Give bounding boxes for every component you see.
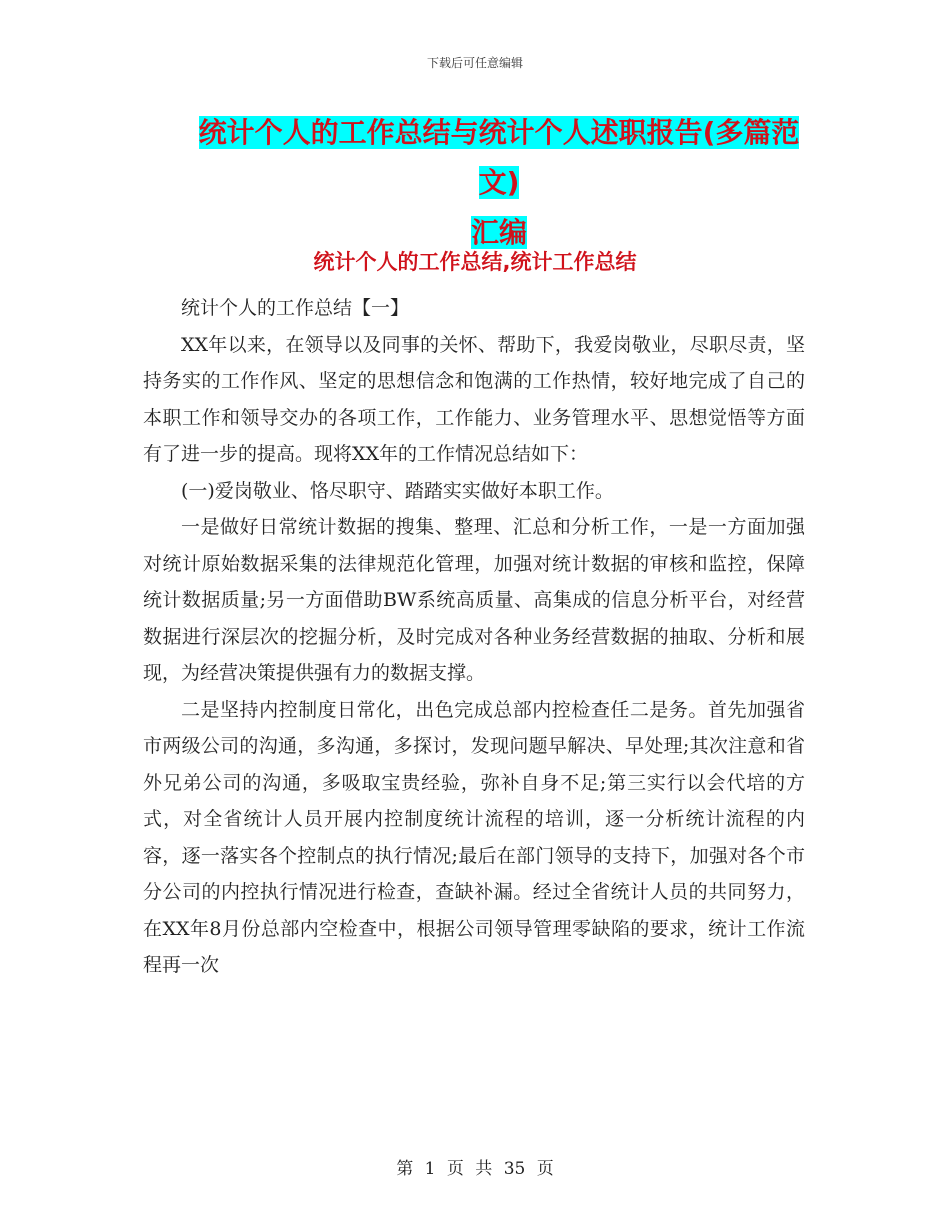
paragraph: 二是坚持内控制度日常化，出色完成总部内控检查任二是务。首先加强省市两级公司的沟通，多沟通，多探讨，发现问题早解决、早处理;其次注意和省外兄弟公司的沟通，多吸取宝贵经验，弥补自身不足;第三实行以会代培的方式，对全省统计人员开展内控制度统计流程的培训，逐一分析统计流程的内容，逐一落实各个控制点的执行情况;最后在部门领导的支持下，加强对各个市分公司的内控执行情况进行检查，查缺补漏。经过全省统计人员的共同努力，在XX年8月份总部内空检查中，根据公司领导管理零缺陷的要求，统计工作流程再一次 <box>143 698 805 976</box>
paragraph-section-heading: (一)爱岗敬业、恪尽职守、踏踏实实做好本职工作。 <box>181 479 614 502</box>
document-title <box>195 108 803 258</box>
title-line-1: 统计个人的工作总结与统计个人述职报告(多篇范文) <box>198 116 800 199</box>
title-line-2: 汇编 <box>470 216 527 249</box>
paragraph: XX年以来，在领导以及同事的关怀、帮助下，我爱岗敬业，尽职尽责，坚持务实的工作作风、坚定的思想信念和饱满的工作热情，较好地完成了自己的本职工作和领导交办的各项工作，工作能力、业务管理水平、思想觉悟等方面有了进一步的提高。现将XX年的工作情况总结如下： <box>143 333 805 465</box>
paragraph: 一是做好日常统计数据的搜集、整理、汇总和分析工作，一是一方面加强对统计原始数据采集的法律规范化管理，加强对统计数据的审核和监控，保障统计数据质量;另一方面借助BW系统高质量、高集成的信息分析平台，对经营数据进行深层次的挖掘分析，及时完成对各种业务经营数据的抽取、分析和展现，为经营决策提供强有力的数据支撑。 <box>143 516 805 684</box>
section-subtitle: 统计个人的工作总结,统计工作总结 <box>313 250 637 274</box>
download-note: 下载后可任意编辑 <box>426 56 523 70</box>
paragraph-heading: 统计个人的工作总结【一】 <box>181 297 410 319</box>
document-body <box>143 290 805 984</box>
page-number: 第 1 页 共 35 页 <box>396 1159 554 1179</box>
